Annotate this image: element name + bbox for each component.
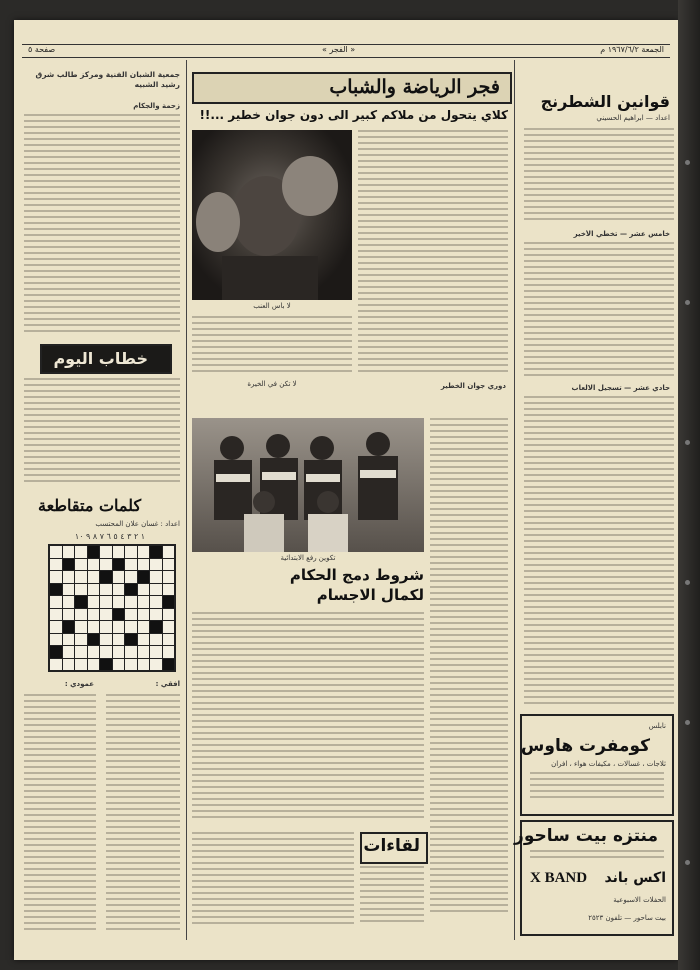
sports-banner [192,72,512,104]
photo-team-figures [192,418,424,552]
ad-line: ثلاجات ، غسالات ، مكيفات هواء ، افران [551,760,666,768]
referees-title: لكمال الاجسام [316,586,424,604]
daily-banner [40,344,172,374]
encounters-box [360,832,428,864]
ad-text [530,850,664,866]
article-text [430,418,508,918]
ad-name: كومفرت هاوس [520,736,650,756]
notes-title: جمعية الشبان الفنية ومركز طالب شرق رشيد الشبيه [35,70,180,89]
article-text [360,866,424,932]
header-bar [22,44,670,58]
chess-subhead: حادي عشر — تسجيل الالعاب [571,384,670,392]
binding-hole [685,580,690,585]
crossword-byline: اعداد : غسان علان المحتسب [95,520,180,528]
ad-comfort-house [520,714,674,816]
newspaper-page [14,20,678,960]
daily-text [24,378,180,490]
ad-text [530,772,664,806]
chess-text [524,128,674,228]
photo-team [192,418,424,552]
binding-hole [685,720,690,725]
page-number: صفحة ٥ [28,45,56,54]
ad-sub: الحفلات الاسبوعية [613,896,666,904]
sports-subhead: دوري جوان الخطير [440,382,506,390]
notes-sub: زحمة والجكام [133,102,180,110]
notes-text [24,114,180,336]
chess-subhead: خامس عشر — تخطي الأخير [573,230,670,238]
ad-brand-ar: اكس باند [604,870,666,886]
sports-banner-text: فجر الرياضة والشباب [329,76,500,98]
binding-hole [685,440,690,445]
crossword-grid [48,544,176,672]
ad-phone: بيت ساحور — تلفون ٢٥٢٣ [588,914,666,922]
photo-caption: لا تكن في الخيرة [247,380,297,388]
column-rule [186,60,187,940]
photo-clay-figures [192,130,352,300]
article-text [358,130,508,380]
ad-brand: X BAND [530,870,588,886]
paper-name: « الفجر » [322,45,356,54]
column-rule [514,60,515,940]
issue-date: الجمعة ١٩٦٧/٦/٢ م [600,45,664,54]
referees-title: شروط دمج الحكام [289,566,424,584]
ad-beit-sahour [514,820,674,936]
article-text [192,316,352,378]
article-text [192,612,424,822]
crossword-down: عمودي : [64,680,94,688]
crossword-across: افقي : [155,680,180,688]
ad-name: منتزه بيت ساحور [514,826,658,846]
chess-text [524,242,674,382]
binding-edge [678,0,700,970]
photo-clay [192,130,352,300]
daily-banner-text: خطاب اليوم [53,349,148,368]
chess-text [524,396,674,706]
chess-title: قوانين الشطرنج [540,92,670,111]
binding-hole [685,300,690,305]
crossword-banner: كلمات متقاطعة [38,496,142,515]
crossword-numbers: ١ ٢ ٣ ٤ ٥ ٦ ٧ ٨ ٩ ١٠ [74,532,146,541]
crossword-clues-across [106,694,180,932]
binding-hole [685,860,690,865]
binding-hole [685,160,690,165]
photo-caption: لا بأس العنب [253,302,291,310]
sports-headline: كلاي يتحول من ملاكم كبير الى دون جوان خطير ...!! [199,108,508,122]
crossword-clues-down [24,694,96,932]
encounters-title: لقاءات [363,836,420,856]
chess-byline: اعداد — ابراهيم الحسيني [596,114,670,122]
article-text [192,832,354,932]
ad-city: نابلس [648,722,666,730]
photo-caption: تكوين رفع الابتدائية [280,554,336,562]
